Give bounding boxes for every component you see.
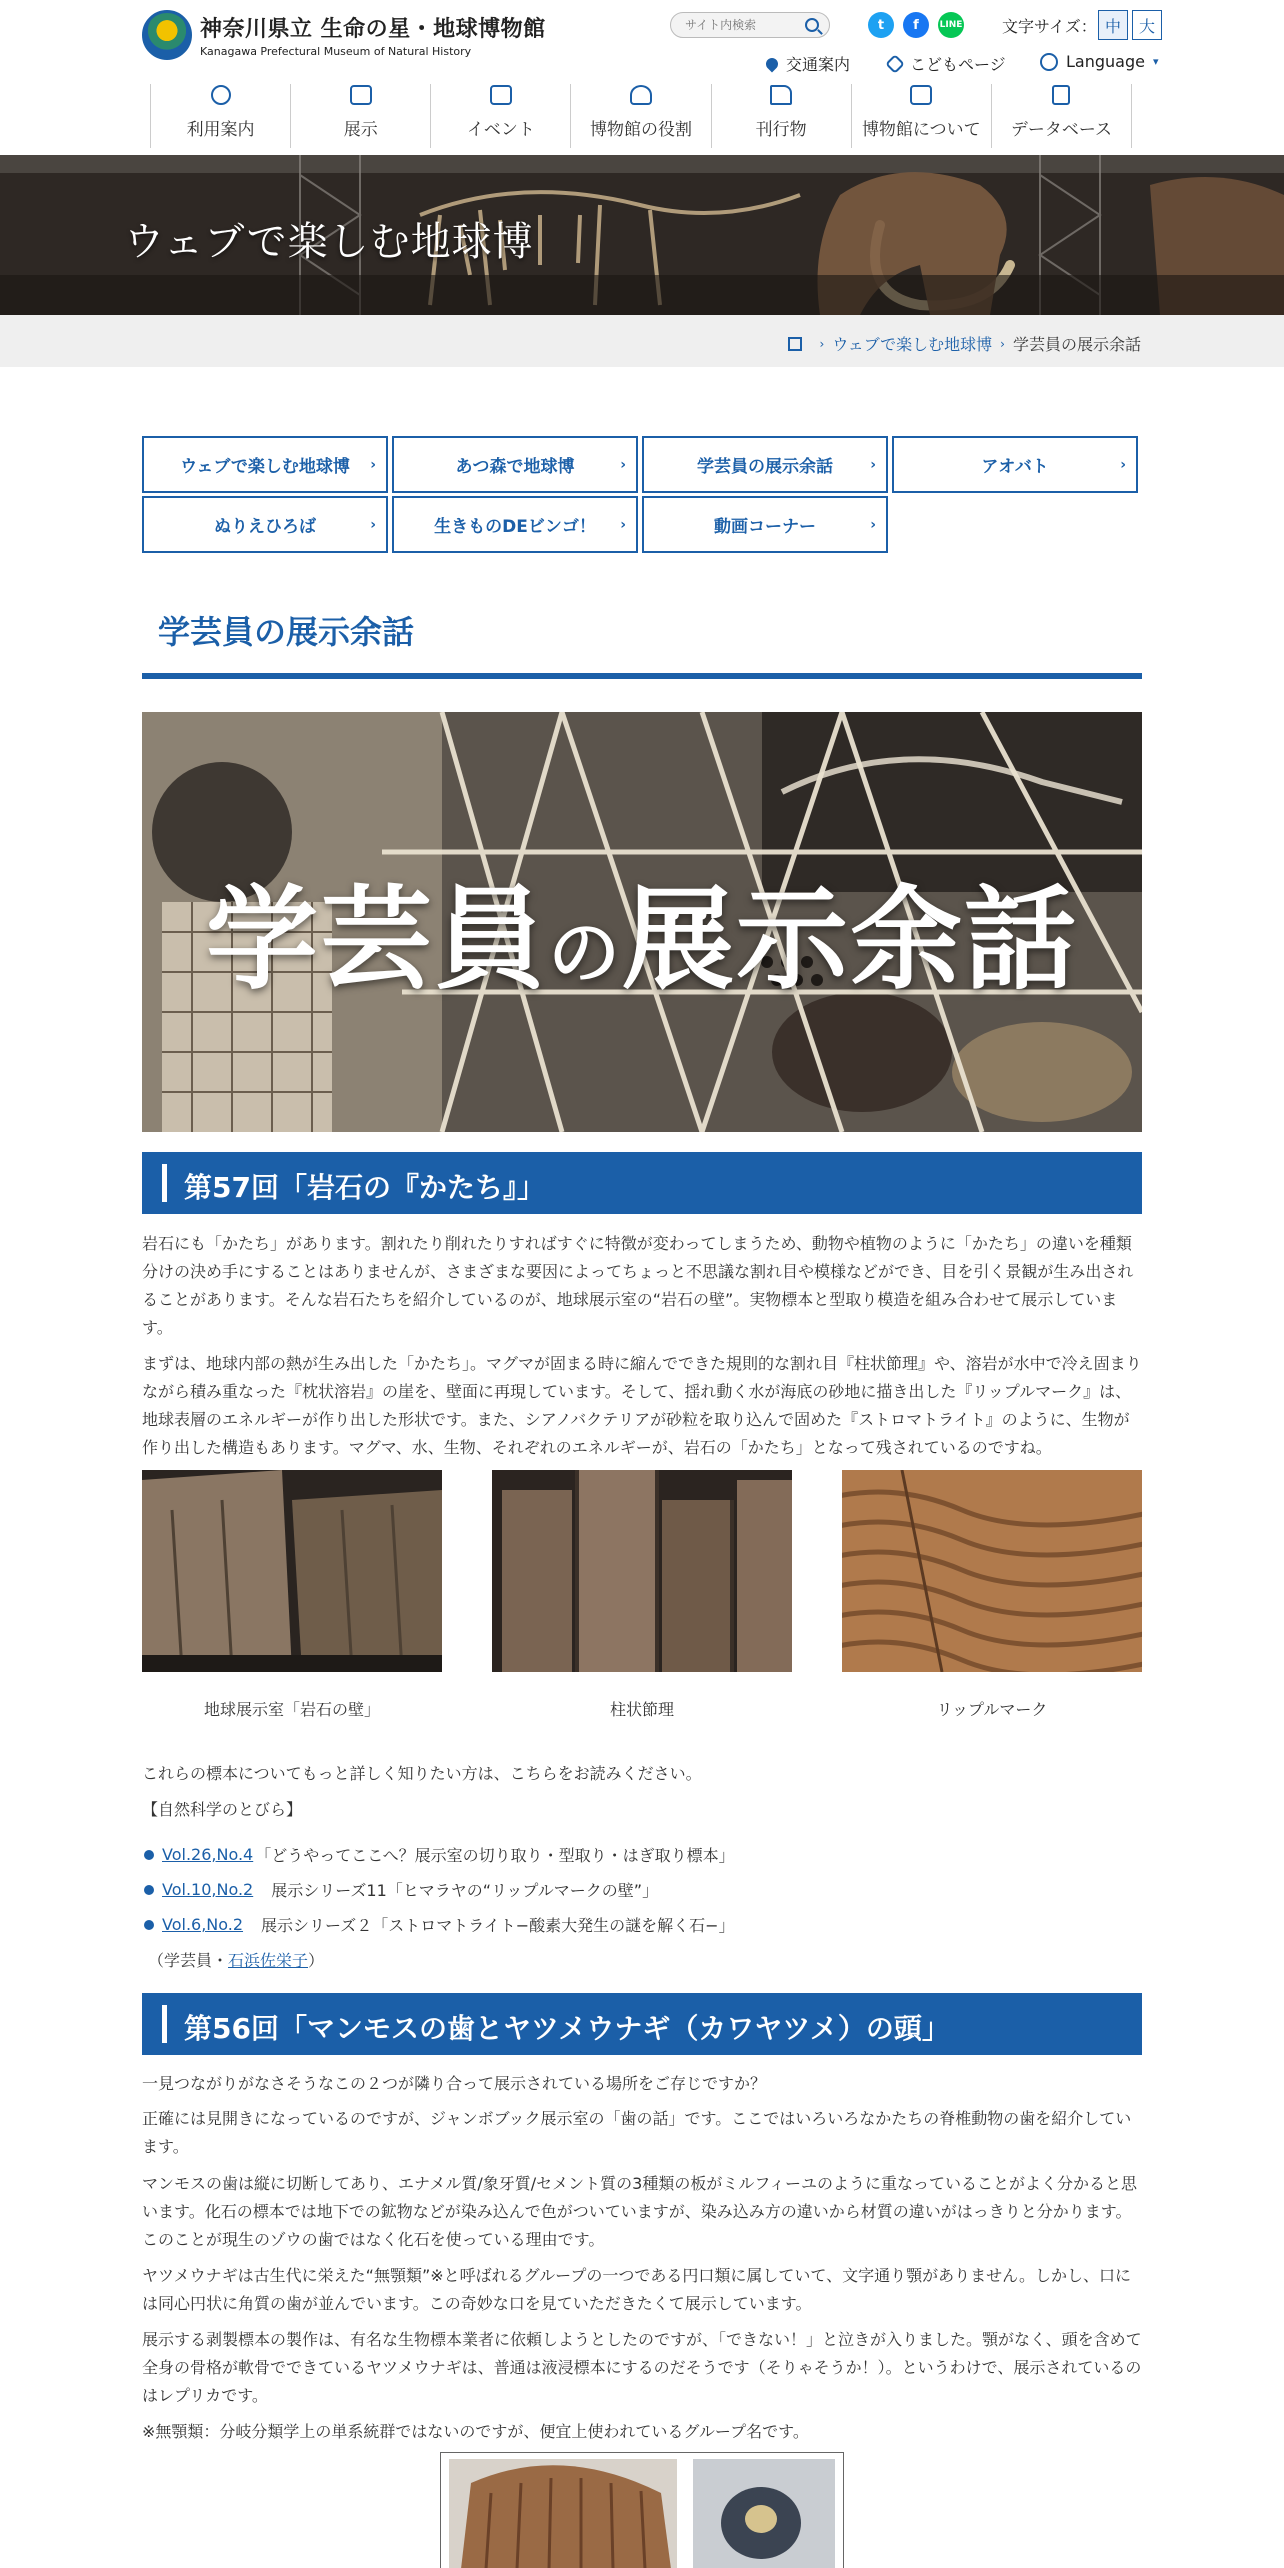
chevron-right-icon: › xyxy=(1000,336,1005,351)
site-header xyxy=(0,0,1284,155)
nav-publications[interactable]: 刊行物 xyxy=(711,84,851,148)
chevron-down-icon: ▾ xyxy=(1152,55,1159,68)
reference-link[interactable]: Vol.26,No.4 xyxy=(162,1845,254,1864)
reference-item: Vol.6,No.2 展示シリーズ２「ストロマトライト−酸素大発生の謎を解く石−」 xyxy=(142,1913,735,1936)
global-nav xyxy=(150,84,1132,148)
nav-museum-role[interactable]: 博物館の役割 xyxy=(570,84,710,148)
map-pin-icon xyxy=(764,55,781,72)
info-icon xyxy=(211,85,231,105)
line-icon[interactable]: LINE xyxy=(938,12,964,38)
chevron-right-icon: › xyxy=(620,517,626,533)
hero-banner xyxy=(0,155,1284,315)
nav-database[interactable]: データベース xyxy=(991,84,1132,148)
references-title: 【自然科学のとびら】 xyxy=(142,1800,303,1819)
section-57-heading: 第57回「岩石の『かたち』」 xyxy=(142,1152,1142,1214)
language-menu[interactable] xyxy=(1040,52,1159,71)
chevron-right-icon: › xyxy=(870,517,876,533)
tab-aobato[interactable]: アオバト › xyxy=(892,436,1138,493)
facebook-icon[interactable]: f xyxy=(903,12,929,38)
nav-usage-guide[interactable]: 利用案内 xyxy=(150,84,290,148)
section-56-paragraph-3: マンモスの歯は縦に切断してあり、エナメル質/象牙質/セメント質の3種類の板がミルフィーユのように重なっていることがよく分かると思います。化石の標本では地下での鉱物などが染み込んで色がついていますが、染み込み方の違いから材質の違いがはっきりと分かります。このことが現生のゾウの歯ではなく化石を使っている理由です。 xyxy=(142,2174,1138,2249)
more-info-text: これらの標本についてもっと詳しく知りたい方は、こちらをお読みください。 xyxy=(142,1764,702,1783)
author-link[interactable]: 石浜佐栄子 xyxy=(228,1951,309,1970)
section-56-paragraph-2: 正確には見開きになっているのですが、ジャンボブック展示室の「歯の話」です。ここではいろいろなかたちの脊椎動物の歯を紹介しています。 xyxy=(142,2109,1132,2156)
kids-page-link[interactable] xyxy=(888,52,1006,75)
section-56-paragraph-5: 展示する剥製標本の製作は、有名な生物標本業者に依頼しようとしたのですが、「できない！」と泣きが入りました。顎がなく、頭を含めて全身の骨格が軟骨でできているヤツメウナギは、普通は液浸標本にするのだそうです（そりゃそうか！）。というわけで、展示されているのはレプリカです。 xyxy=(142,2330,1142,2405)
breadcrumb-parent-link[interactable]: ウェブで楽しむ地球博 xyxy=(832,335,993,354)
chevron-right-icon: › xyxy=(819,336,825,351)
section-56-paragraph-1: 一見つながりがなさそうなこの２つが隣り合って展示されている場所をご存じですか？ xyxy=(142,2074,767,2093)
ripple-mark-photo xyxy=(842,1470,1142,1672)
columnar-joint-caption: 柱状節理 xyxy=(609,1700,674,1719)
people-icon xyxy=(630,85,652,105)
event-icon xyxy=(490,85,512,105)
reference-link[interactable]: Vol.6,No.2 xyxy=(162,1915,244,1934)
tab-coloring[interactable]: ぬりえひろば › xyxy=(142,496,388,553)
hero-title: ウェブで楽しむ地球博 xyxy=(124,219,534,265)
section-57-paragraph-1: 岩石にも「かたち」があります。割れたり削れたりすればすぐに特徴が変わってしまうため、動物や植物のように「かたち」の違いを種類分けの決め手にすることはありませんが、さまざまな要因によってちょっと不思議な割れ目や模様などができ、目を引く景観が生み出されることがあります。そんな岩石たちを紹介しているのが、地球展示室の“岩石の壁”。実物標本と型取り模造を組み合わせて展示しています。 xyxy=(142,1234,1134,1337)
tab-videos[interactable]: 動画コーナー › xyxy=(642,496,888,553)
tab-atsumori[interactable]: あつ森で地球博 › xyxy=(392,436,638,493)
section-56-paragraph-4: ヤツメウナギは古生代に栄えた“無顎類”※と呼ばれるグループの一つである円口類に属していて、文字通り顎がありません。しかし、口には同心円状に角質の歯が並んでいます。この奇妙な口を見ていただきたくて展示しています。 xyxy=(142,2266,1132,2313)
ripple-mark-caption: リップルマーク xyxy=(936,1700,1048,1719)
rock-wall-photo xyxy=(142,1470,442,1672)
curator-talks-banner xyxy=(142,712,1142,1132)
tab-web-museum[interactable]: ウェブで楽しむ地球博 › xyxy=(142,436,388,493)
columnar-joint-photo xyxy=(492,1470,792,1672)
chevron-right-icon: › xyxy=(1120,457,1126,473)
chevron-right-icon: › xyxy=(620,457,626,473)
tab-curator-talks[interactable]: 学芸員の展示余話 › xyxy=(642,436,888,493)
chevron-right-icon: › xyxy=(370,457,376,473)
museum-logo-icon xyxy=(142,10,192,60)
breadcrumb xyxy=(0,315,1284,367)
twitter-icon[interactable]: t xyxy=(868,12,894,38)
site-logo[interactable] xyxy=(142,10,546,60)
kids-icon xyxy=(885,54,905,74)
kids-label: こどもページ xyxy=(910,55,1006,74)
reference-link[interactable]: Vol.10,No.2 xyxy=(162,1880,254,1899)
title-underline xyxy=(142,673,1142,679)
home-icon[interactable] xyxy=(788,337,802,351)
language-label: Language xyxy=(1066,52,1145,71)
exhibit-icon xyxy=(350,85,372,105)
chevron-right-icon: › xyxy=(870,457,876,473)
book-icon xyxy=(770,85,792,105)
nav-about-museum[interactable]: 博物館について xyxy=(851,84,991,148)
bullet-icon xyxy=(144,1850,154,1860)
globe-icon xyxy=(1040,53,1058,71)
mammoth-tooth-lamprey-photo xyxy=(440,2452,844,2568)
bullet-icon xyxy=(144,1920,154,1930)
access-link[interactable] xyxy=(766,52,850,75)
page-title: 学芸員の展示余話 xyxy=(158,613,415,651)
section-56-heading: 第56回「マンモスの歯とヤツメウナギ（カワヤツメ）の頭」 xyxy=(142,1993,1142,2055)
database-icon xyxy=(1052,85,1070,105)
reference-item: Vol.26,No.4 「どうやってここへ？展示室の切り取り・型取り・はぎ取り標本」 xyxy=(142,1843,735,1866)
search-input[interactable] xyxy=(671,13,791,37)
section-56-paragraph-6: ※無顎類：分岐分類学上の単系統群ではないのですが、便宜上使われているグループ名です。 xyxy=(142,2422,809,2441)
search-icon[interactable] xyxy=(805,18,819,32)
section-57-paragraph-2: まずは、地球内部の熱が生み出した「かたち」。マグマが固まる時に縮んでできた規則的な割れ目『柱状節理』や、溶岩が水中で冷え固まりながら積み重なった『枕状溶岩』の崖を、壁面に再現しています。そして、揺れ動く水が海底の砂地に描き出した『リップルマーク』は、地球表層のエネルギーが作り出した形状です。また、シアノバクテリアが砂粒を取り込んで固めた『ストロマトライト』のように、生物が作り出した構造もあります。マグマ、水、生物、それぞれのエネルギーが、岩石の「かたち」となって残されているのですね。 xyxy=(142,1354,1142,1457)
bullet-icon xyxy=(144,1885,154,1895)
nav-events[interactable]: イベント xyxy=(430,84,570,148)
rock-wall-caption: 地球展示室「岩石の壁」 xyxy=(203,1700,380,1719)
breadcrumb-current: 学芸員の展示余話 xyxy=(1012,335,1141,354)
site-search xyxy=(670,12,830,38)
tab-bingo[interactable]: 生きものDEビンゴ！ › xyxy=(392,496,638,553)
font-size-medium-button[interactable]: 中 xyxy=(1098,10,1128,40)
logo-subtitle: Kanagawa Prefectural Museum of Natural History xyxy=(200,45,472,58)
font-size-label: 文字サイズ： xyxy=(1002,17,1097,36)
nav-exhibits[interactable]: 展示 xyxy=(290,84,430,148)
font-size-large-button[interactable]: 大 xyxy=(1132,10,1162,40)
logo-title: 神奈川県立 生命の星・地球博物館 xyxy=(200,17,546,42)
chevron-right-icon: › xyxy=(370,517,376,533)
reference-item: Vol.10,No.2 展示シリーズ11「ヒマラヤの“リップルマークの壁”」 xyxy=(142,1878,658,1901)
access-label: 交通案内 xyxy=(786,55,851,74)
museum-icon xyxy=(910,85,932,105)
banner-title: 学芸員の展示余話 xyxy=(205,874,1078,1005)
author-credit: （学芸員・石浜佐栄子） xyxy=(148,1951,325,1970)
